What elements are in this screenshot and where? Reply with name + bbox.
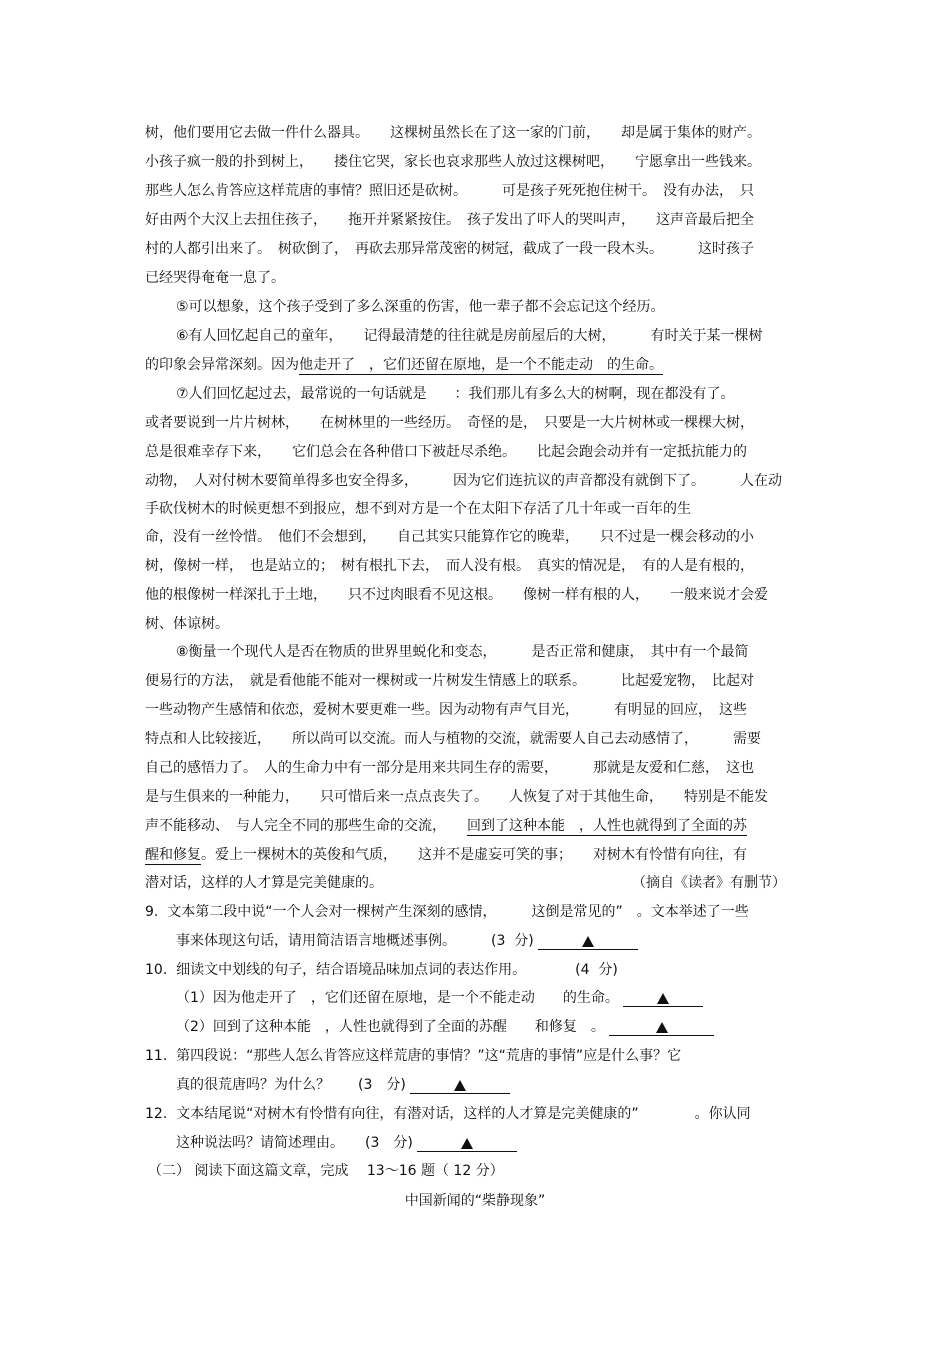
text-line: 好由两个大汉上去扭住孩子， 拖开并紧紧按住。 孩子发出了吓人的哭叫声， 这声音最后把全 bbox=[145, 212, 754, 228]
paragraph-7-line: 手砍伐树木的时候更想不到报应，想不到对方是一个在太阳下存活了几十年或一百年的生 bbox=[145, 501, 691, 517]
paragraph-8-line: 便易行的方法， 就是看他能不能对一棵树或一片树发生情感上的联系。 比起爱宠物， 比起对 bbox=[145, 673, 754, 689]
text-span: 真的很荒唐吗？为什么？ (3 分) bbox=[176, 1077, 406, 1093]
paragraph-7-line: 命，没有一丝怜惜。 他们不会想到， 自己其实只能算作它的晚辈， 只不过是一棵会移动的小 bbox=[145, 529, 754, 545]
text-span: 。爱上一棵树木的英俊和气质， 这并不是虚妄可笑的事； 对树木有怜惜有向往，有 bbox=[201, 847, 747, 863]
paragraph-7-line: 动物， 人对付树木要简单得多也安全得多， 因为它们连抗议的声音都没有就倒下了。 人在动 bbox=[145, 473, 782, 489]
paragraph-7-line: 树、体谅树。 bbox=[145, 616, 229, 632]
paragraph-7-line: 他的根像树一样深扎于土地， 只不过肉眼看不见这根。 像树一样有根的人， 一般来说才会爱 bbox=[145, 587, 768, 603]
paragraph-7-line: ⑦人们回忆起过去，最常说的一句话就是 ：我们那儿有多么大的树啊，现在都没有了。 bbox=[176, 386, 735, 402]
triangle-icon bbox=[657, 993, 669, 1004]
paragraph-8-line: 自己的感悟力了。 人的生命力中有一部分是用来共同生存的需要， 那就是友爱和仁慈， 这也 bbox=[145, 760, 754, 776]
underlined-sentence-2-end: 醒和修复 bbox=[145, 847, 201, 863]
paragraph-8-line: 一些动物产生感情和依恋，爱树木要更难一些。因为动物有声气目光， 有明显的回应， 这些 bbox=[145, 702, 747, 718]
section-two-heading: （二） 阅读下面这篇文章，完成 13～16 题（ 12 分） bbox=[148, 1163, 504, 1179]
answer-blank[interactable] bbox=[538, 933, 638, 950]
paragraph-8-line: 是与生俱来的一种能力， 只可惜后来一点点丧失了。 人恢复了对于其他生命， 特别是不能发 bbox=[145, 789, 768, 805]
paragraph-5: ⑤可以想象，这个孩子受到了多么深重的伤害，他一辈子都不会忘记这个经历。 bbox=[176, 299, 665, 315]
paragraph-7-line: 总是很难幸存下来， 它们总会在各种借口下被赶尽杀绝。 比起会跑会动并有一定抵抗能力的 bbox=[145, 444, 747, 460]
paragraph-6-line: ⑥有人回忆起自己的童年， 记得最清楚的往往就是房前屋后的大树， 有时关于某一棵树 bbox=[176, 328, 763, 344]
triangle-icon bbox=[582, 936, 594, 947]
question-10-sub-2 bbox=[176, 1018, 714, 1036]
paragraph-7-line: 或者要说到一片片树林， 在树林里的一些经历。 奇怪的是， 只要是一大片树林或一棵棵大树， bbox=[145, 415, 754, 431]
article-title: 中国新闻的“柴静现象” bbox=[404, 1193, 546, 1209]
text-line: 那些人怎么肯答应这样荒唐的事情？照旧还是砍树。 可是孩子死死抱住树干。 没有办法， 只 bbox=[145, 183, 754, 199]
paragraph-8-line: 特点和人比较接近， 所以尚可以交流。而人与植物的交流，就需要人自己去动感情了， 需要 bbox=[145, 731, 761, 747]
text-line: 小孩子疯一般的扑到树上， 搂住它哭，家长也哀求那些人放过这棵树吧， 宁愿拿出一些钱来。 bbox=[145, 154, 761, 170]
question-10-sub-1 bbox=[176, 989, 703, 1007]
paragraph-8-line bbox=[145, 846, 747, 864]
text-line: 村的人都引出来了。 树砍倒了， 再砍去那异常茂密的树冠，截成了一段一段木头。 这时孩子 bbox=[145, 241, 754, 257]
question-12-line: 12. 文本结尾说“对树木有怜惜有向往，有潜对话，这样的人才算是完美健康的” 。你认同 bbox=[145, 1106, 751, 1122]
text-span: 事来体现这句话，请用简洁语言地概述事例。 (3 分) bbox=[176, 933, 534, 949]
triangle-icon bbox=[454, 1080, 466, 1091]
paragraph-8-line: 潜对话，这样的人才算是完美健康的。 bbox=[145, 875, 383, 891]
text-span: （1）因为他走开了 ，它们还留在原地，是一个不能走动 的生命。 bbox=[176, 990, 619, 1006]
question-11-line: 11. 第四段说：“那些人怎么肯答应这样荒唐的事情？”这“荒唐的事情”应是什么事？它 bbox=[145, 1048, 682, 1064]
paragraph-7-line: 树，像树一样， 也是站立的； 树有根扎下去， 而人没有根。 真实的情况是， 有的人是有根的， bbox=[145, 558, 754, 574]
answer-blank[interactable] bbox=[417, 1135, 517, 1152]
underlined-sentence-1: 他走开了 ，它们还留在原地，是一个不能走动 的生命。 bbox=[299, 357, 663, 373]
triangle-icon bbox=[461, 1138, 473, 1149]
source-note: （摘自《读者》有删节） bbox=[632, 875, 786, 891]
text-line: 已经哭得奄奄一息了。 bbox=[145, 270, 285, 286]
text-line: 树，他们要用它去做一件什么器具。 这棵树虽然长在了这一家的门前， 却是属于集体的财产。 bbox=[145, 125, 761, 141]
answer-blank[interactable] bbox=[609, 1019, 714, 1036]
question-11-line bbox=[176, 1076, 510, 1094]
text-span: 声不能移动、 与人完全不同的那些生命的交流， bbox=[145, 818, 467, 834]
answer-blank[interactable] bbox=[623, 990, 703, 1007]
underlined-sentence-2: 回到了这种本能 ，人性也就得到了全面的苏 bbox=[467, 818, 747, 834]
question-12-line bbox=[176, 1134, 517, 1152]
question-10: 10. 细读文中划线的句子，结合语境品味加点词的表达作用。 (4 分) bbox=[145, 962, 618, 978]
paragraph-6-line bbox=[145, 356, 663, 374]
question-9-line bbox=[176, 932, 638, 950]
question-9-line: 9. 文本第二段中说“一个人会对一棵树产生深刻的感情， 这倒是常见的” 。文本举述了一些 bbox=[145, 904, 749, 920]
text-span: 这种说法吗？请简述理由。 (3 分) bbox=[176, 1135, 413, 1151]
text-span: （2）回到了这种本能 ，人性也就得到了全面的苏醒 和修复 。 bbox=[176, 1019, 605, 1035]
paragraph-8-line: ⑧衡量一个现代人是否在物质的世界里蜕化和变态， 是否正常和健康， 其中有一个最简 bbox=[176, 644, 749, 660]
paragraph-8-line bbox=[145, 817, 747, 835]
text-span: 的印象会异常深刻。因为 bbox=[145, 357, 299, 373]
answer-blank[interactable] bbox=[410, 1077, 510, 1094]
triangle-icon bbox=[656, 1022, 668, 1033]
